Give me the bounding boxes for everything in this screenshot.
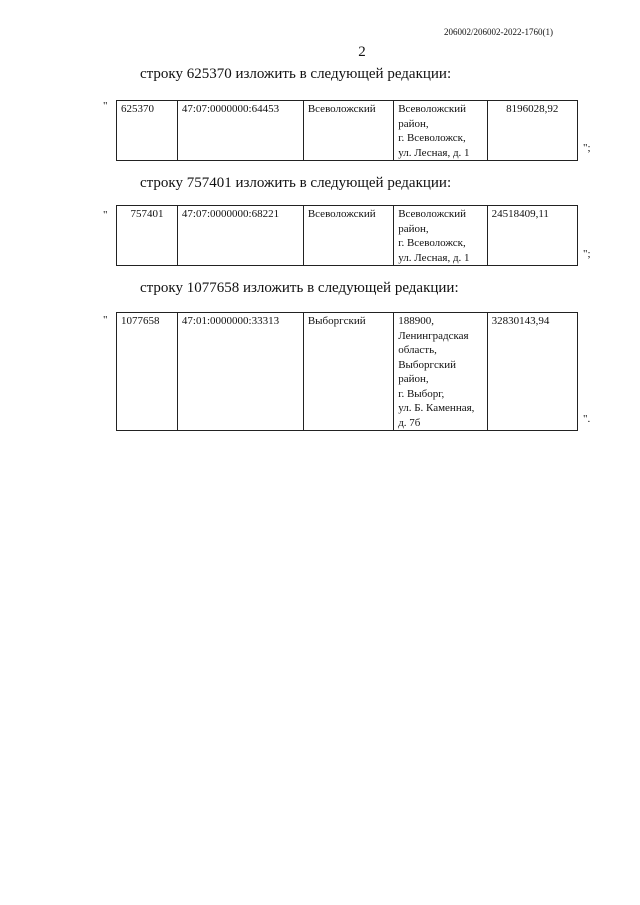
address-line: Всеволожский (398, 208, 467, 220)
amendment-instruction: строку 757401 изложить в следующей редакции: (140, 175, 452, 191)
amendment-table (116, 312, 578, 431)
address-line: область, (398, 344, 437, 356)
amendment-table (116, 100, 578, 161)
address-line: ул. Лесная, д. 1 (398, 251, 470, 264)
table-row (117, 313, 578, 431)
address-line: район, (398, 117, 429, 130)
open-quote: " (103, 209, 108, 221)
open-quote: " (103, 314, 108, 326)
cell-address (394, 313, 487, 431)
cell-cadastral-value: 32830143,94 (487, 313, 577, 431)
close-quote: ". (583, 413, 591, 425)
cell-cadastral-number: 47:07:0000000:64453 (177, 101, 303, 161)
table-row (117, 206, 578, 266)
cell-cadastral-number: 47:07:0000000:68221 (177, 206, 303, 266)
cell-address (394, 101, 487, 161)
page-number: 2 (358, 44, 366, 60)
cell-cadastral-value: 24518409,11 (487, 206, 577, 266)
close-quote: "; (583, 248, 591, 260)
address-line: г. Выборг, (398, 387, 445, 400)
address-line: район, (398, 222, 429, 235)
amendment-instruction: строку 625370 изложить в следующей редакции: (140, 66, 452, 82)
address-line: ул. Б. Каменная, (398, 402, 475, 414)
address-line: 188900, (398, 315, 434, 327)
address-line: г. Всеволожск, (398, 237, 466, 249)
address-line: Выборгский (398, 358, 457, 371)
close-quote: "; (583, 142, 591, 154)
amendment-table (116, 205, 578, 266)
address-line: г. Всеволожск, (398, 132, 466, 144)
cell-address (394, 206, 487, 266)
cell-row-id: 1077658 (117, 313, 178, 431)
cell-cadastral-value: 8196028,92 (487, 101, 577, 161)
doc-id: 206002/206002-2022-1760(1) (444, 27, 553, 37)
cell-row-id: 625370 (117, 101, 178, 161)
amendment-instruction: строку 1077658 изложить в следующей редакции: (140, 280, 459, 296)
address-line: Ленинградская (398, 329, 469, 342)
open-quote: " (103, 100, 108, 112)
cell-row-id: 757401 (117, 206, 178, 266)
address-line: д. 7б (398, 416, 421, 429)
address-line: Всеволожский (398, 103, 467, 115)
cell-district: Выборгский (303, 313, 393, 431)
address-line: ул. Лесная, д. 1 (398, 146, 470, 159)
cell-cadastral-number: 47:01:0000000:33313 (177, 313, 303, 431)
table-row (117, 101, 578, 161)
address-line: район, (398, 373, 429, 385)
cell-district: Всеволожский (303, 101, 393, 161)
cell-district: Всеволожский (303, 206, 393, 266)
